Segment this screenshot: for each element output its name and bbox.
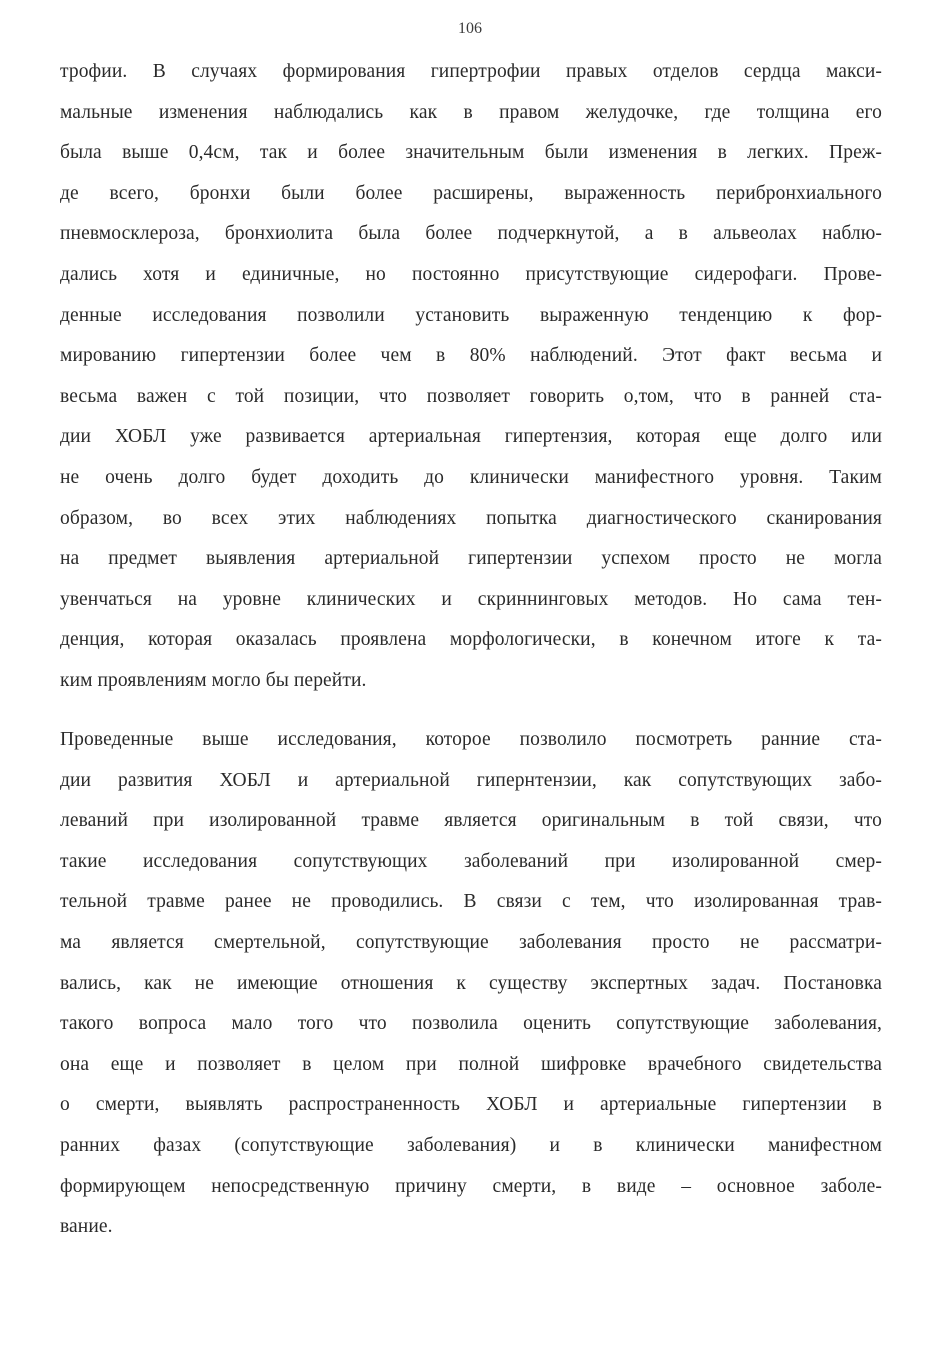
text-line: ма является смертельной, сопутствующие заболевания просто не рассматри- [60, 931, 882, 953]
text-line: формирующем непосредственную причину смерти, в виде – основное заболе- [60, 1175, 882, 1197]
paragraph-1 [60, 52, 882, 702]
text-line: вались, как не имеющие отношения к существу экспертных задач. Постановка [60, 972, 882, 994]
text-line: о смерти, выявлять распространенность ХОБЛ и артериальные гипертензии в [60, 1094, 882, 1116]
text-line: трофии. В случаях формирования гипертрофии правых отделов сердца макси- [60, 61, 882, 82]
page-number: 106 [458, 20, 482, 37]
text-line: де всего, бронхи были более расширены, выраженность перибронхиального [60, 182, 882, 204]
text-line: такие исследования сопутствующих заболеваний при изолированной смер- [60, 850, 882, 872]
text-line: весьма важен с той позиции, что позволяет говорить о,том, что в ранней ста- [60, 385, 882, 407]
text-line: денция, которая оказалась проявлена морфологически, в конечном итоге к та- [60, 629, 882, 651]
text-line: она еще и позволяет в целом при полной шифровке врачебного свидетельства [60, 1053, 882, 1075]
text-line: Проведенные выше исследования, которое позволило посмотреть ранние ста- [60, 729, 882, 750]
text-line: вание. [60, 1216, 113, 1238]
text-line: на предмет выявления артериальной гипертензии успехом просто не могла [60, 548, 882, 570]
text-line: тельной травме ранее не проводились. В связи с тем, что изолированная трав- [60, 891, 882, 913]
text-line: ким проявлениям могло бы перейти. [60, 669, 367, 691]
text-line: дались хотя и единичные, но постоянно присутствующие сидерофаги. Прове- [60, 263, 882, 285]
text-line: такого вопроса мало того что позволила оценить сопутствующие заболевания, [60, 1013, 882, 1035]
text-line: увенчаться на уровне клинических и скриннинговых методов. Но сама тен- [60, 588, 882, 610]
text-line: не очень долго будет доходить до клинически манифестного уровня. Таким [60, 466, 882, 488]
text-line: мальные изменения наблюдались как в правом желудочке, где толщина его [60, 101, 882, 123]
text-line: дии ХОБЛ уже развивается артериальная гипертензия, которая еще долго или [60, 426, 882, 448]
text-line: дии развития ХОБЛ и артериальной гипернтензии, как сопутствующих забо- [60, 769, 882, 791]
text-line: мированию гипертензии более чем в 80% наблюдений. Этот факт весьма и [60, 345, 882, 367]
text-line: была выше 0,4см, так и более значительным были изменения в легких. Преж- [60, 142, 882, 164]
paragraph-2 [60, 720, 882, 1248]
text-line: ранних фазах (сопутствующие заболевания) и в клинически манифестном [60, 1134, 882, 1156]
text-line: образом, во всех этих наблюдениях попытка диагностического сканирования [60, 507, 882, 529]
text-line: денные исследования позволили установить выраженную тенденцию к фор- [60, 304, 882, 326]
text-line: пневмосклероза, бронхиолита была более подчеркнутой, а в альвеолах наблю- [60, 223, 882, 245]
text-line: леваний при изолированной травме является оригинальным в той связи, что [60, 810, 882, 832]
